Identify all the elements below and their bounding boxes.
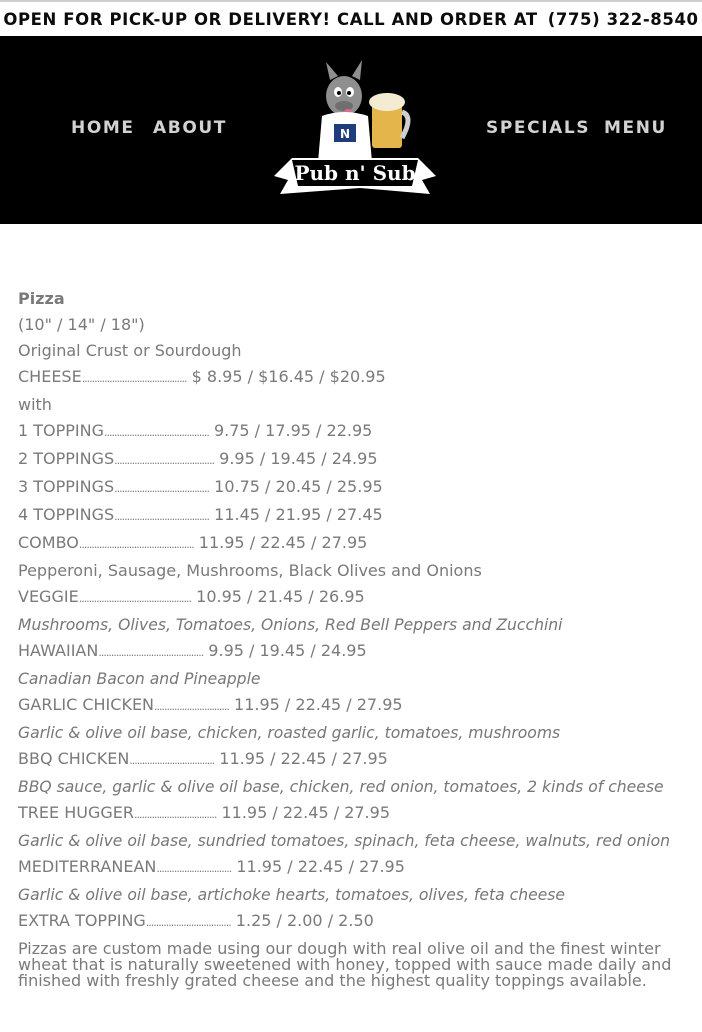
phone-number[interactable]: (775) 322-8540 (547, 9, 699, 29)
item-price: 9.75 / 17.95 / 22.95 (213, 421, 373, 440)
item-price: 9.95 / 19.45 / 24.95 (208, 641, 367, 660)
announcement-bar (0, 0, 702, 36)
item-price: 11.95 / 22.45 / 27.95 (198, 533, 368, 552)
item-price: 11.45 / 21.95 / 27.45 (214, 505, 383, 524)
svg-text:N: N (339, 127, 351, 141)
leader-dots: .................................. (145, 916, 231, 929)
announcement-text: OPEN FOR PICK-UP OR DELIVERY! CALL AND ORDER AT (3, 9, 538, 29)
item-name: COMBO (18, 533, 79, 552)
item-name: EXTRA TOPPING (18, 911, 146, 930)
leader-dots: ...................................... (114, 482, 210, 495)
leader-dots: .................................. (129, 754, 215, 767)
item-price: 11.95 / 22.45 / 27.95 (219, 749, 388, 768)
leader-dots: ...................................... (114, 510, 210, 523)
item-price: 11.95 / 22.45 / 27.95 (221, 803, 390, 822)
item-name: MEDITERRANEAN (18, 857, 157, 876)
item-price: 10.75 / 20.45 / 25.95 (214, 477, 383, 496)
menu-item-veggie (18, 584, 684, 612)
menu-item-tree-hugger (18, 800, 684, 828)
pizza-sizes: (10" / 14" / 18") (18, 315, 145, 334)
leader-dots: .......................................... (81, 372, 187, 385)
item-name: 4 TOPPINGS (18, 505, 115, 524)
hawaiian-description: Canadian Bacon and Pineapple (18, 670, 261, 688)
item-name: GARLIC CHICKEN (18, 695, 155, 714)
crust-options: Original Crust or Sourdough (18, 341, 242, 360)
menu-item-combo (18, 530, 684, 558)
item-price: 10.95 / 21.45 / 26.95 (196, 587, 365, 606)
leader-dots: .............................. (156, 862, 232, 875)
item-price: $ 8.95 / $16.45 / $20.95 (191, 367, 386, 386)
menu-item-hawaiian (18, 638, 684, 666)
nav-specials-link[interactable]: SPECIALS (486, 118, 591, 138)
pizza-menu (0, 224, 702, 989)
item-price: 11.95 / 22.45 / 27.95 (236, 857, 405, 876)
item-name: TREE HUGGER (18, 803, 134, 822)
item-name: BBQ CHICKEN (18, 749, 130, 768)
menu-item-bbq-chicken (18, 746, 684, 774)
item-name: VEGGIE (18, 587, 79, 606)
leader-dots: ............................................. (78, 592, 192, 605)
item-price: 9.95 / 19.45 / 24.95 (219, 449, 378, 468)
menu-item-4-toppings (18, 502, 684, 530)
pizza-footnote: Pizzas are custom made using our dough with real olive oil and the finest winter wheat that is naturally sweetened with honey, topped with sauce made daily and finished with freshly grated cheese and the highest quality toppings available. (18, 939, 672, 990)
tree-hugger-description: Garlic & olive oil base, sundried tomatoes, spinach, feta cheese, walnuts, red onion (18, 832, 671, 850)
leader-dots: .............................................. (78, 538, 194, 551)
item-price: 11.95 / 22.45 / 27.95 (234, 695, 403, 714)
with-label: with (18, 395, 52, 414)
garlic-chicken-description: Garlic & olive oil base, chicken, roasted garlic, tomatoes, mushrooms (18, 724, 561, 742)
leader-dots: ........................................ (114, 454, 215, 467)
item-price: 1.25 / 2.00 / 2.50 (235, 911, 374, 930)
leader-dots: .......................................... (104, 426, 209, 439)
mediterranean-description: Garlic & olive oil base, artichoke hearts, tomatoes, olives, feta cheese (18, 886, 566, 904)
menu-item-garlic-chicken (18, 692, 684, 720)
nav-menu-link[interactable]: MENU (604, 118, 667, 138)
leader-dots: ................................. (133, 808, 217, 821)
leader-dots: .......................................... (98, 646, 204, 659)
logo-text: Pub n' Sub (294, 161, 416, 185)
combo-description: Pepperoni, Sausage, Mushrooms, Black Olives and Onions (18, 561, 482, 580)
menu-item-2-toppings (18, 446, 684, 474)
nav-home-link[interactable]: HOME (71, 118, 135, 138)
item-name: 1 TOPPING (18, 421, 105, 440)
menu-item-cheese (18, 364, 684, 392)
pub-n-sub-logo[interactable] (272, 58, 438, 202)
menu-item-3-toppings (18, 474, 684, 502)
nav-about-link[interactable]: ABOUT (153, 118, 227, 138)
menu-item-mediterranean (18, 854, 684, 882)
leader-dots: .............................. (154, 700, 229, 713)
item-name: CHEESE (18, 367, 82, 386)
veggie-description: Mushrooms, Olives, Tomatoes, Onions, Red Bell Peppers and Zucchini (18, 616, 563, 634)
bbq-chicken-description: BBQ sauce, garlic & olive oil base, chicken, red onion, tomatoes, 2 kinds of cheese (18, 778, 664, 796)
main-navigation (0, 36, 702, 224)
item-name: 2 TOPPINGS (18, 449, 115, 468)
menu-item-1-topping (18, 418, 684, 446)
menu-item-extra-topping (18, 908, 684, 936)
item-name: HAWAIIAN (18, 641, 99, 660)
section-heading: Pizza (18, 289, 65, 308)
item-name: 3 TOPPINGS (18, 477, 115, 496)
